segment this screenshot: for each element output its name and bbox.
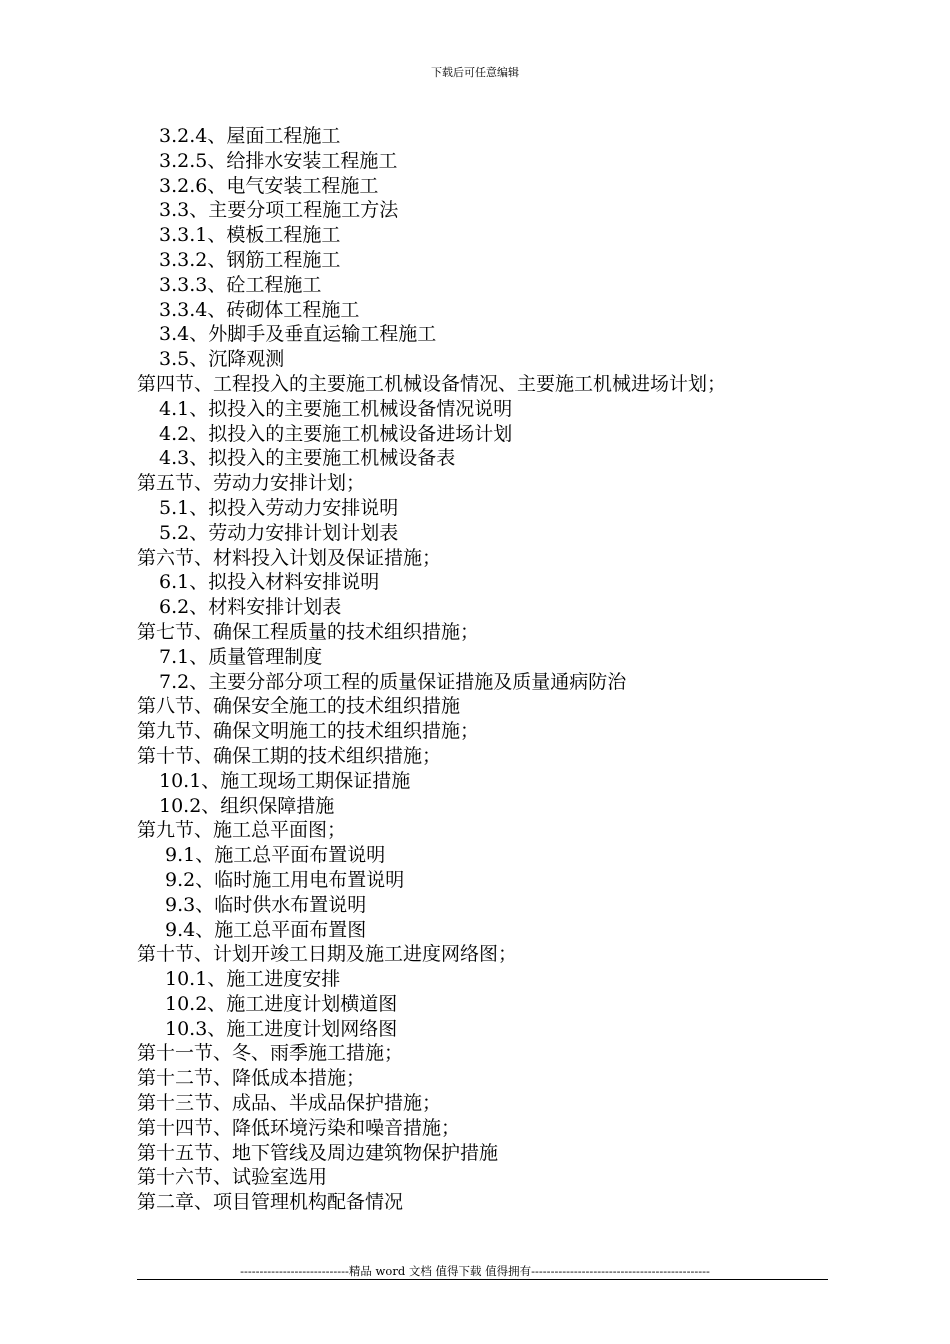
toc-section-heading: 第十四节、降低环境污染和噪音措施； (137, 1116, 461, 1139)
toc-section-heading: 第六节、材料投入计划及保证措施； (137, 546, 442, 569)
toc-section-heading: 第四节、工程投入的主要施工机械设备情况、主要施工机械进场计划； (137, 372, 727, 395)
toc-section-heading: 第十五节、地下管线及周边建筑物保护措施 (137, 1141, 499, 1164)
toc-entry: 3.2.5、给排水安装工程施工 (159, 149, 398, 172)
toc-section-heading: 第十六节、试验室选用 (137, 1166, 328, 1189)
toc-section-heading: 第十二节、降低成本措施； (137, 1067, 366, 1090)
toc-entry: 9.2、临时施工用电布置说明 (165, 868, 405, 891)
toc-entry: 3.3.4、砖砌体工程施工 (159, 298, 360, 321)
table-of-contents (137, 124, 837, 1215)
toc-entry: 3.3.1、模板工程施工 (159, 224, 341, 247)
toc-entry: 3.2.6、电气安装工程施工 (159, 174, 379, 197)
toc-section-heading: 第十节、计划开竣工日期及施工进度网络图； (137, 943, 518, 966)
toc-entry: 6.2、材料安排计划表 (159, 596, 342, 619)
toc-entry: 5.2、劳动力安排计划计划表 (159, 521, 399, 544)
toc-section-heading: 第二章、项目管理机构配备情况 (137, 1191, 404, 1214)
toc-entry: 5.1、拟投入劳动力安排说明 (159, 496, 399, 519)
toc-entry: 9.1、施工总平面布置说明 (165, 844, 386, 867)
toc-section-heading: 第八节、确保安全施工的技术组织措施 (137, 695, 461, 718)
toc-entry: 9.4、施工总平面布置图 (165, 918, 367, 941)
toc-entry: 10.1、施工现场工期保证措施 (159, 769, 411, 792)
page-footer: ----------------------------精品 word 文档 值得下载 值得拥有---------------------------------------------- (240, 1264, 710, 1278)
toc-section-heading: 第五节、劳动力安排计划； (137, 472, 366, 495)
toc-entry: 3.3、主要分项工程施工方法 (159, 199, 399, 222)
toc-entry: 3.2.4、屋面工程施工 (159, 125, 341, 147)
toc-entry: 9.3、临时供水布置说明 (165, 893, 367, 916)
toc-entry: 4.1、拟投入的主要施工机械设备情况说明 (159, 397, 513, 420)
toc-entry: 10.3、施工进度计划网络图 (165, 1017, 398, 1040)
toc-section-heading: 第七节、确保工程质量的技术组织措施； (137, 620, 480, 643)
toc-entry: 7.2、主要分部分项工程的质量保证措施及质量通病防治 (159, 670, 627, 693)
toc-entry: 3.3.3、砼工程施工 (159, 273, 322, 296)
toc-section-heading: 第十一节、冬、雨季施工措施； (137, 1042, 404, 1065)
toc-section-heading: 第十三节、成品、半成品保护措施； (137, 1092, 442, 1115)
toc-entry: 3.5、沉降观测 (159, 348, 285, 371)
toc-entry: 10.2、组织保障措施 (159, 794, 335, 817)
toc-entry: 4.2、拟投入的主要施工机械设备进场计划 (159, 422, 513, 445)
toc-entry: 3.3.2、钢筋工程施工 (159, 248, 341, 271)
toc-entry: 7.1、质量管理制度 (159, 645, 323, 668)
toc-entry: 10.1、施工进度安排 (165, 968, 341, 991)
toc-section-heading: 第九节、确保文明施工的技术组织措施； (137, 720, 480, 743)
toc-section-heading: 第十节、确保工期的技术组织措施； (137, 744, 442, 767)
toc-entry: 10.2、施工进度计划横道图 (165, 992, 398, 1015)
toc-entry: 6.1、拟投入材料安排说明 (159, 571, 380, 594)
toc-entry: 3.4、外脚手及垂直运输工程施工 (159, 323, 437, 346)
page-header: 下载后可任意编辑 (431, 66, 519, 79)
footer-divider (137, 1279, 828, 1280)
toc-entry: 4.3、拟投入的主要施工机械设备表 (159, 447, 456, 470)
toc-section-heading: 第九节、施工总平面图； (137, 819, 347, 842)
